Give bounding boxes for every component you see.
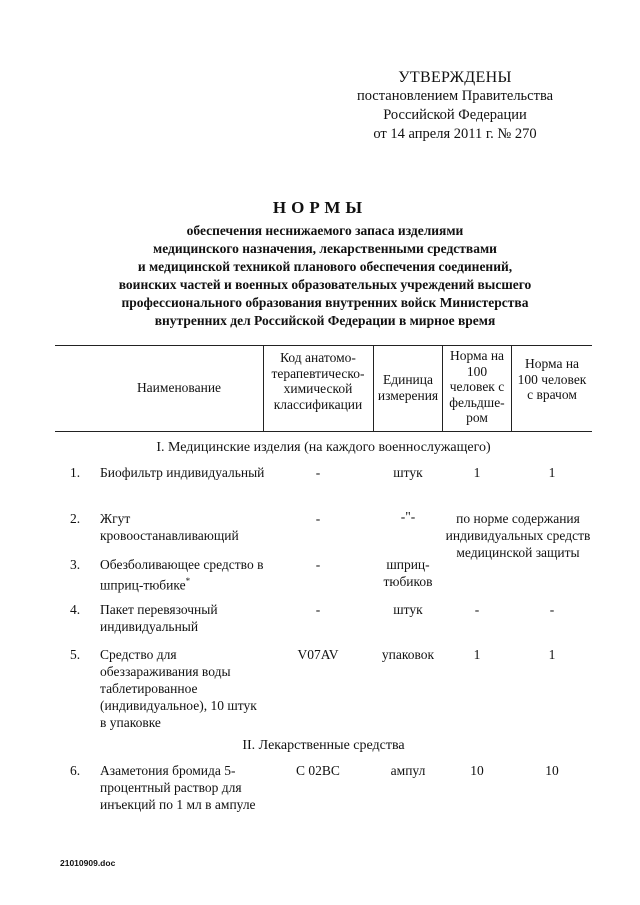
section-heading: II. Лекарственные средства xyxy=(242,738,405,753)
row-norm-doctor: 1 xyxy=(548,647,556,662)
row-number: 1. xyxy=(70,465,81,480)
table-column-divider xyxy=(511,345,512,431)
row-number: 3. xyxy=(70,557,81,572)
approval-block xyxy=(340,68,570,144)
row-name: Средство для обеззараживания воды таблетированное (индивидуальное), 10 штук в упаковке xyxy=(100,647,257,730)
file-name: 21010909.doc xyxy=(60,858,116,868)
section-heading: I. Медицинские изделия (на каждого военнослужащего) xyxy=(156,440,491,455)
approval-date: от 14 апреля 2011 г. № 270 xyxy=(373,126,537,142)
row-name: Жгут кровоостанавливающий xyxy=(100,511,239,543)
header-norm-feldsher: Норма на 100 человек с фельдше-ром xyxy=(449,348,505,425)
table-header-border xyxy=(55,431,592,432)
row-name xyxy=(100,556,265,594)
row-name-text: Обезболивающее средство в шприц-тюбике xyxy=(100,557,264,593)
row-code: V07AV xyxy=(297,647,339,662)
row-unit: штук xyxy=(393,602,423,617)
table-column-divider xyxy=(373,345,374,431)
row-number: 5. xyxy=(70,647,81,662)
row-code: - xyxy=(315,465,321,480)
row-norm-feldsher: 1 xyxy=(473,647,481,662)
row-name: Пакет перевязочный индивидуальный xyxy=(100,602,218,634)
footnote-mark: * xyxy=(185,576,191,586)
row-norm-doctor: 10 xyxy=(545,763,559,778)
table-column-divider xyxy=(442,345,443,431)
row-norm-feldsher: 1 xyxy=(473,465,481,480)
header-name: Наименование xyxy=(136,380,222,395)
row-name: Азаметония бромида 5-процентный раствор для инъекций по 1 мл в ампуле xyxy=(100,763,256,812)
header-code-text: Код анатомо-терапевтическо-химической классификации xyxy=(271,350,365,412)
row-norm-feldsher: - xyxy=(474,602,480,617)
row-code: - xyxy=(315,511,321,526)
subtitle-line: воинских частей и военных образовательных учреждений высшего xyxy=(118,277,532,292)
row-code: - xyxy=(315,557,321,572)
row-number: 4. xyxy=(70,602,81,617)
table-column-divider xyxy=(263,345,264,431)
row-unit: штук xyxy=(393,465,423,480)
approval-heading: УТВЕРЖДЕНЫ xyxy=(398,69,512,86)
row-unit: упаковок xyxy=(381,647,435,662)
row-code: - xyxy=(315,602,321,617)
row-name: Биофильтр индивидуальный xyxy=(100,465,265,480)
approval-line: Российской Федерации xyxy=(383,107,527,123)
subtitle-line: обеспечения неснижаемого запаса изделиями xyxy=(186,223,464,238)
document-title: НОРМЫ xyxy=(272,198,368,217)
subtitle-line: профессионального образования внутренних войск Министерства xyxy=(121,295,529,310)
row-unit: ампул xyxy=(390,763,426,778)
approval-line: постановлением Правительства xyxy=(356,88,554,104)
header-code xyxy=(266,350,370,412)
row-norm-doctor: - xyxy=(549,602,555,617)
header-norm-doctor: Норма на 100 человек с врачом xyxy=(517,356,587,402)
row-unit: шприц-тюбиков xyxy=(383,557,433,589)
row-norm-doctor: 1 xyxy=(548,465,556,480)
document-subtitle xyxy=(80,222,570,330)
row-number: 6. xyxy=(70,763,81,778)
row-code: C 02BC xyxy=(296,763,340,778)
subtitle-line: и медицинской техникой планового обеспечения соединений, xyxy=(137,259,513,274)
row-norm-feldsher: 10 xyxy=(470,763,484,778)
row-merged-norm: по норме содержания индивидуальных средств медицинской защиты xyxy=(445,511,591,560)
header-unit: Единица измерения xyxy=(377,372,439,403)
row-unit: -"- xyxy=(400,509,416,524)
row-number: 2. xyxy=(70,511,81,526)
subtitle-line: медицинского назначения, лекарственными средствами xyxy=(153,241,497,256)
subtitle-line: внутренних дел Российской Федерации в мирное время xyxy=(154,313,496,328)
